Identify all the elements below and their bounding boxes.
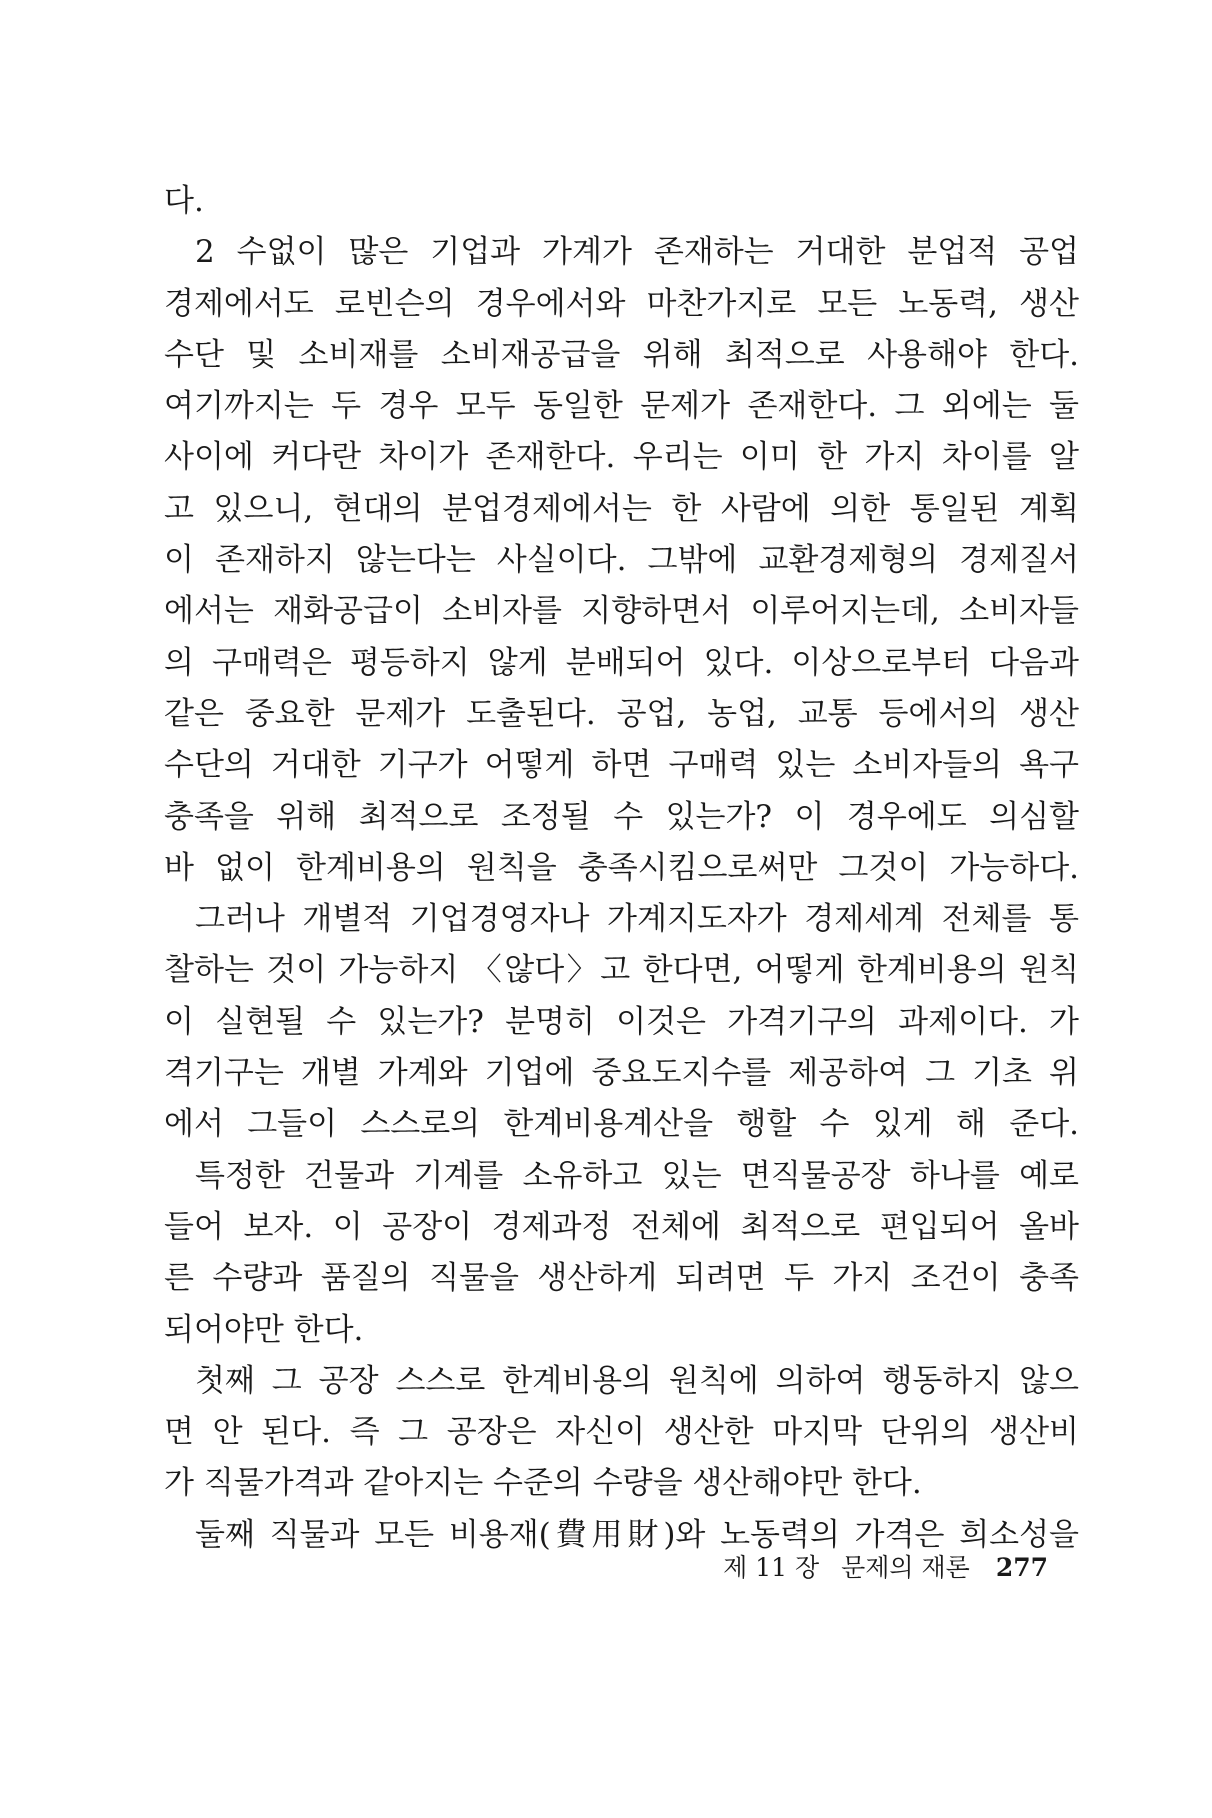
text-line: 되어야만 한다. — [164, 1311, 364, 1348]
section-title: 문제의 재론 — [841, 1553, 970, 1582]
text-line: 이 실현될 수 있는가? 분명히 이것은 가격기구의 과제이다. 가 — [164, 1003, 1079, 1040]
text-line: 바 없이 한계비용의 원칙을 충족시킴으로써만 그것이 가능하다. — [164, 849, 1079, 886]
text-line: 에서 그들이 스스로의 한계비용계산을 행할 수 있게 해 준다. — [164, 1106, 1079, 1143]
text-line: 같은 중요한 문제가 도출된다. 공업, 농업, 교통 등에서의 생산 — [164, 695, 1079, 732]
text-line: 고 있으니, 현대의 분업경제에서는 한 사람에 의한 통일된 계획 — [164, 490, 1079, 527]
text-line: 그러나 개별적 기업경영자나 가계지도자가 경제세계 전체를 통 — [195, 901, 1079, 938]
text-line: 면 안 된다. 즉 그 공장은 자신이 생산한 마지막 단위의 생산비 — [164, 1414, 1079, 1451]
page-number: 277 — [995, 1553, 1048, 1582]
text-line: 이 존재하지 않는다는 사실이다. 그밖에 교환경제형의 경제질서 — [164, 542, 1079, 579]
text-line: 여기까지는 두 경우 모두 동일한 문제가 존재한다. 그 외에는 둘 — [164, 388, 1079, 425]
text-line: 가 직물가격과 같아지는 수준의 수량을 생산해야만 한다. — [164, 1465, 922, 1502]
text-line: 들어 보자. 이 공장이 경제과정 전체에 최적으로 편입되어 올바 — [164, 1208, 1079, 1245]
text-line: 찰하는 것이 가능하지 〈않다〉고 한다면, 어떻게 한계비용의 원칙 — [164, 952, 1079, 989]
text-line: 둘째 직물과 모든 비용재(費用財)와 노동력의 가격은 희소성을 — [195, 1516, 1079, 1553]
text-line: 격기구는 개별 가계와 기업에 중요도지수를 제공하여 그 기초 위 — [164, 1055, 1079, 1092]
text-line: 특정한 건물과 기계를 소유하고 있는 면직물공장 하나를 예로 — [195, 1157, 1079, 1194]
text-line: 충족을 위해 최적으로 조정될 수 있는가? 이 경우에도 의심할 — [164, 798, 1079, 835]
text-line: 른 수량과 품질의 직물을 생산하게 되려면 두 가지 조건이 충족 — [164, 1260, 1079, 1297]
text-line: 2 수없이 많은 기업과 가계가 존재하는 거대한 분업적 공업 — [195, 234, 1079, 271]
running-footer — [723, 1548, 1048, 1584]
text-line: 수단의 거대한 기구가 어떻게 하면 구매력 있는 소비자들의 욕구 — [164, 747, 1079, 784]
chapter-label: 제 11 장 — [723, 1553, 820, 1582]
text-line: 경제에서도 로빈슨의 경우에서와 마찬가지로 모든 노동력, 생산 — [164, 285, 1079, 322]
text-line: 수단 및 소비재를 소비재공급을 위해 최적으로 사용해야 한다. — [164, 336, 1079, 373]
text-line: 사이에 커다란 차이가 존재한다. 우리는 이미 한 가지 차이를 알 — [164, 439, 1079, 476]
text-line: 에서는 재화공급이 소비자를 지향하면서 이루어지는데, 소비자들 — [164, 593, 1079, 630]
text-line: 첫째 그 공장 스스로 한계비용의 원칙에 의하여 행동하지 않으 — [195, 1362, 1079, 1399]
body-text — [164, 176, 1079, 1561]
text-line: 다. — [164, 183, 204, 219]
text-line: 의 구매력은 평등하지 않게 분배되어 있다. 이상으로부터 다음과 — [164, 644, 1079, 681]
